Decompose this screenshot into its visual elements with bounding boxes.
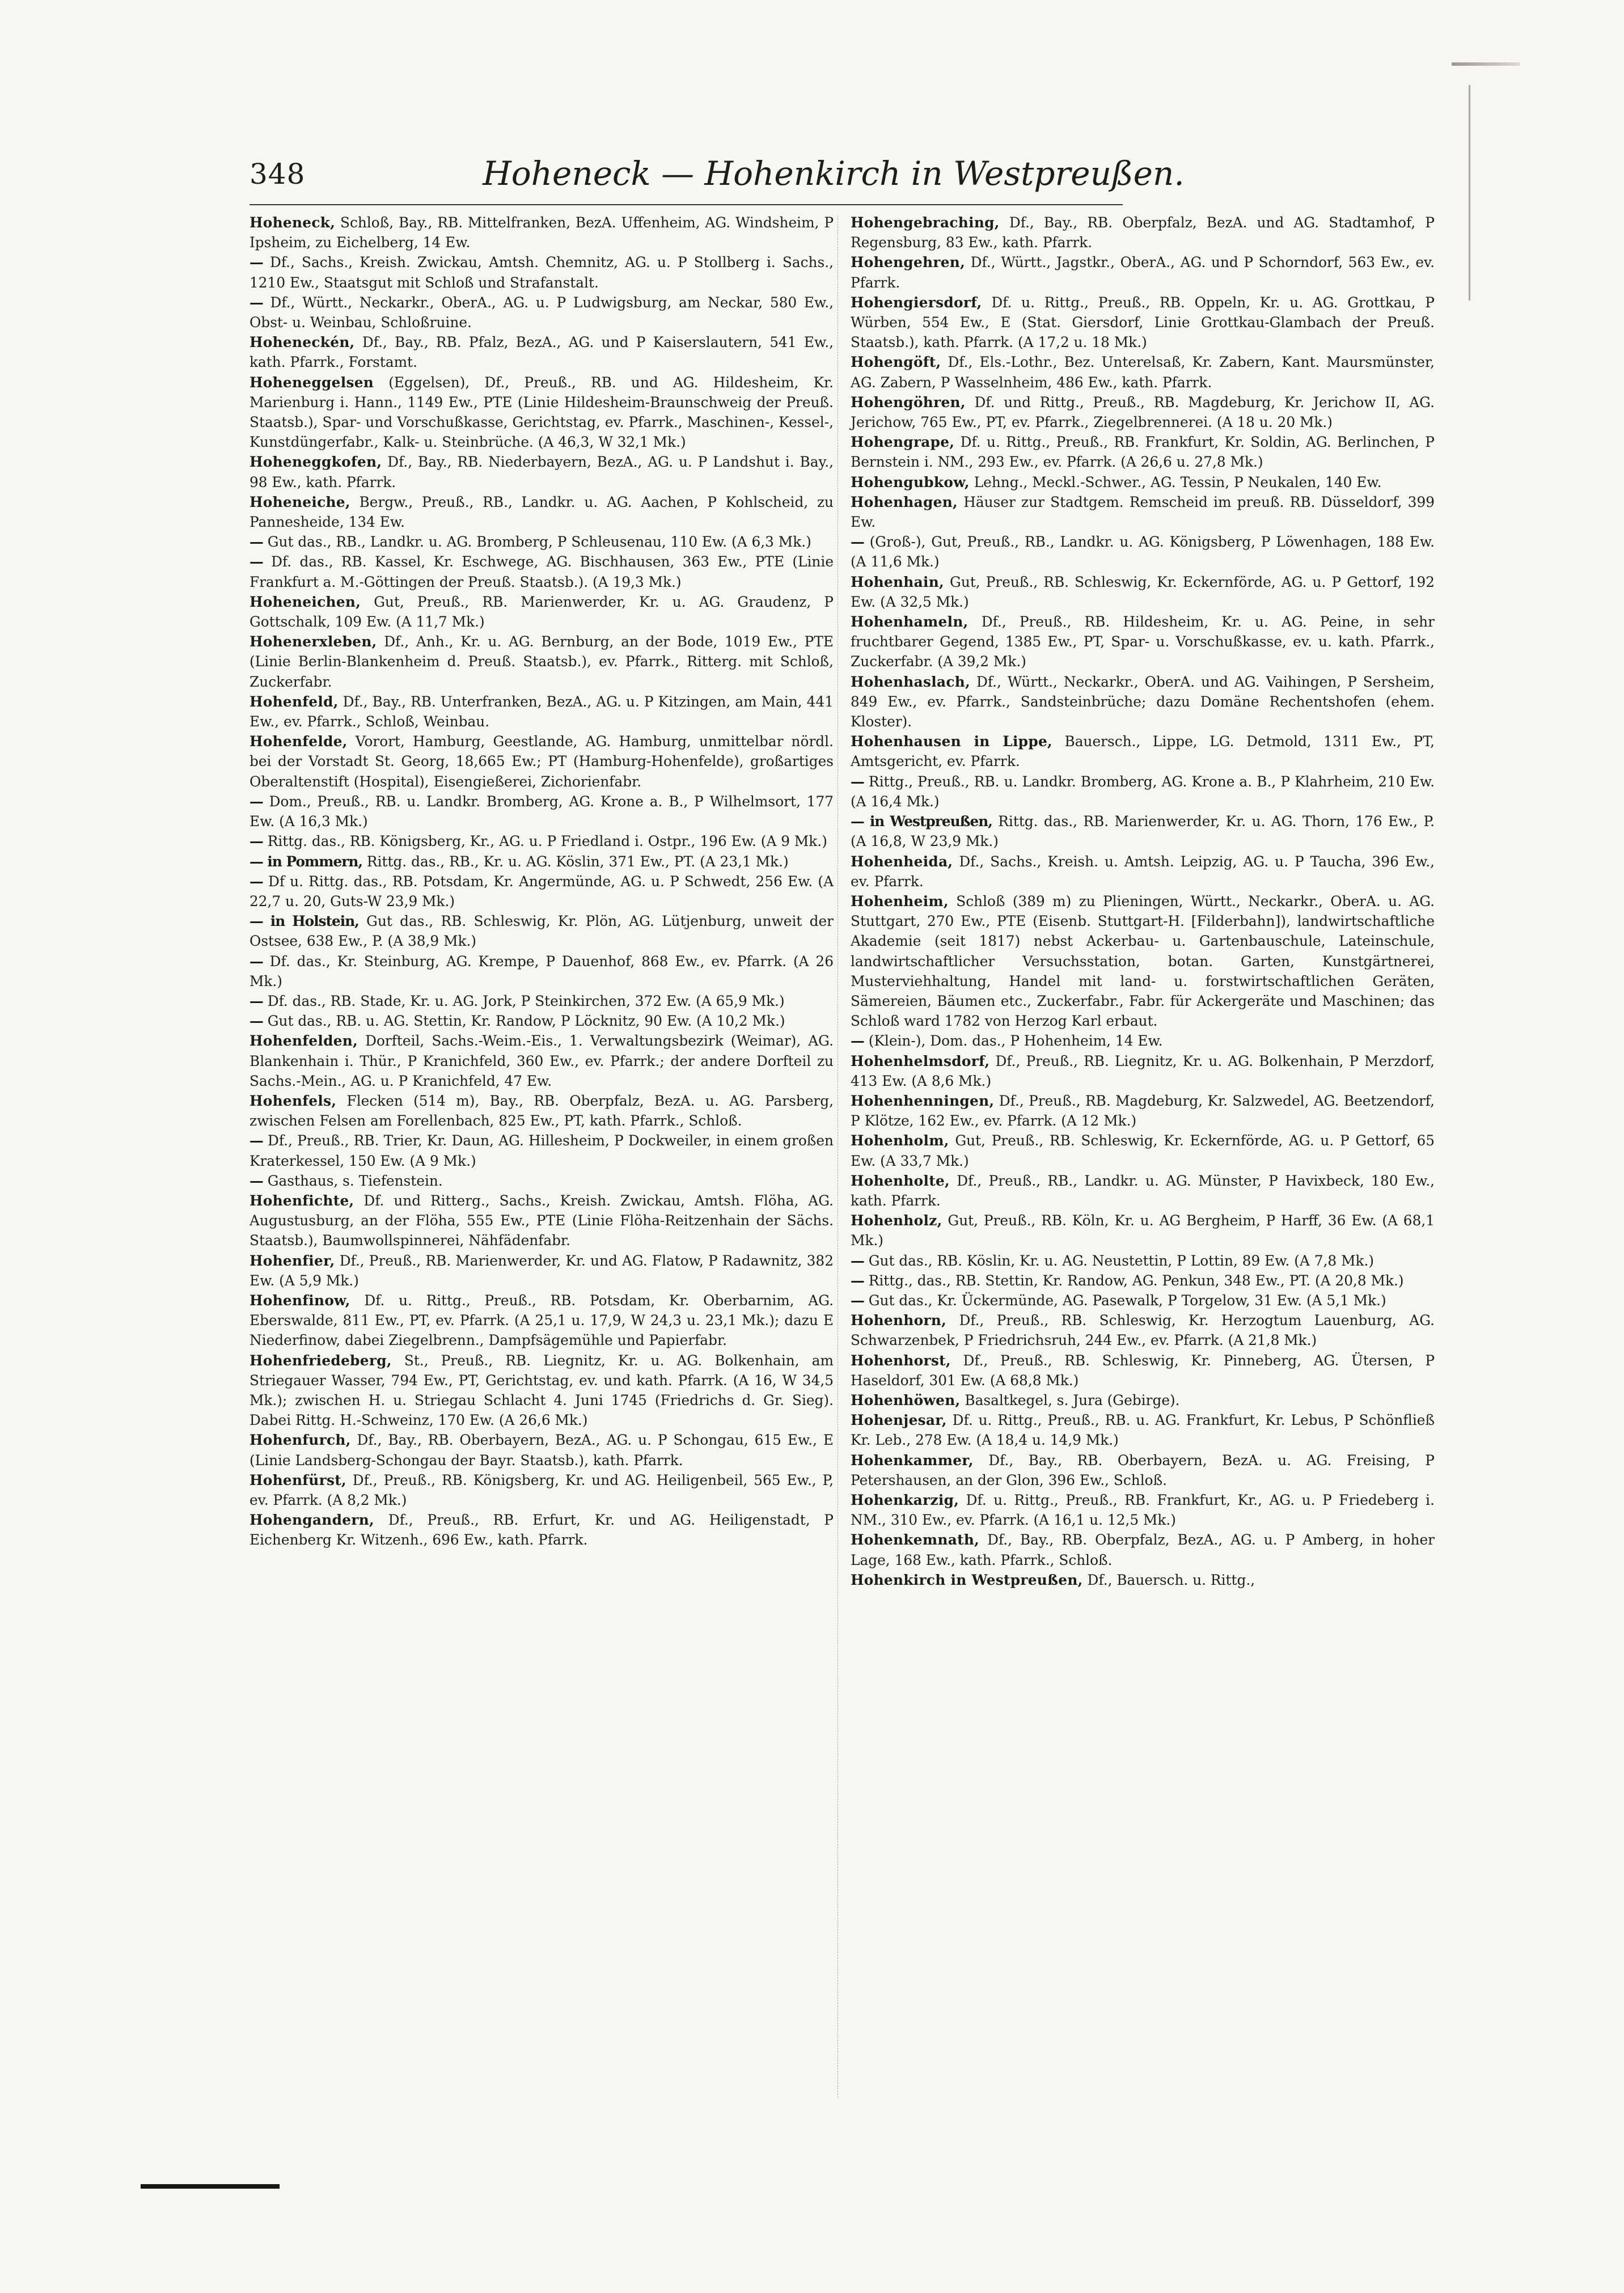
entry-headword: — [249, 1132, 263, 1149]
gazetteer-entry [851, 432, 1435, 472]
entry-headword: — [249, 254, 263, 271]
entry-text: Df., Preuß., RB. Trier, Kr. Daun, AG. Hillesheim, P Dockweiler, in einem großen Kraterkessel, 150 Ew. (A 9 Mk.) [249, 1132, 834, 1169]
entry-headword: — [851, 534, 864, 551]
entry-headword: Hoheneggelsen [249, 374, 374, 391]
gazetteer-entry [851, 1131, 1435, 1170]
gazetteer-entry [851, 1310, 1435, 1350]
gazetteer-entry [249, 1131, 834, 1170]
gazetteer-entry [249, 592, 834, 632]
entry-headword: Hohenfürst, [249, 1471, 346, 1488]
entry-headword: Hohenfeld, [249, 693, 339, 710]
entry-text: Gut das., RB. Köslin, Kr. u. AG. Neustettin, P Lottin, 89 Ew. (A 7,8 Mk.) [868, 1252, 1375, 1269]
gazetteer-entry [249, 1091, 834, 1131]
entry-headword: Hoheneckén, [249, 334, 355, 351]
gazetteer-entry [851, 891, 1435, 1031]
entry-text: Rittg., Preuß., RB. u. Landkr. Bromberg, AG. Krone a. B., P Klahrheim, 210 Ew. (A 16,4 Mk.) [851, 773, 1435, 810]
header-rule [249, 204, 1123, 205]
gazetteer-entry [249, 452, 834, 492]
entry-headword: Hohenkarzig, [851, 1492, 959, 1508]
gazetteer-entry [249, 1171, 834, 1191]
entry-headword: — [249, 294, 263, 311]
gazetteer-entry [851, 1490, 1435, 1530]
gazetteer-entry [851, 1410, 1435, 1450]
entry-text: Df., Bay., RB. Oberpfalz, BezA., AG. u. P Amberg, in hoher Lage, 168 Ew., kath. Pfarrk., Schloß. [851, 1532, 1435, 1568]
entry-text: Df., Preuß., RB. Marienwerder, Kr. und AG. Flatow, P Radawnitz, 382 Ew. (A 5,9 Mk.) [249, 1252, 834, 1289]
gazetteer-entry [851, 492, 1435, 532]
entry-text: Df. u. Rittg., Preuß., RB. Frankfurt, Kr., AG. u. P Friedeberg i. NM., 310 Ew., ev. Pfarrk. (A 16,1 u. 12,5 Mk.) [851, 1492, 1435, 1529]
entry-headword: Hohengandern, [249, 1512, 374, 1529]
entry-headword: Hoheneiche, [249, 493, 350, 510]
entry-headword: Hohenhaslach, [851, 673, 971, 690]
gazetteer-entry [249, 792, 834, 831]
entry-headword: — [249, 553, 263, 570]
entry-text: Df., Anh., Kr. u. AG. Bernburg, an der Bode, 1019 Ew., PTE (Linie Berlin-Blankenheim d. Preuß. Staatsb.), ev. Pfarrk., Ritterg. mit Schloß, Zuckerfabr. [249, 633, 834, 690]
entry-text: Gut, Preuß., RB. Schleswig, Kr. Eckernförde, AG. u. P Gettorf, 192 Ew. (A 32,5 Mk.) [851, 573, 1435, 610]
running-head: Hoheneck — Hohenkirch in Westpreußen. [483, 154, 1185, 193]
gazetteer-entry [851, 472, 1435, 492]
entry-text: Df. und Ritterg., Sachs., Kreish. Zwickau, Amtsh. Flöha, AG. Augustusburg, an der Flöha, 555 Ew., PTE (Linie Flöha-Reitzenhain der Sächs. Staatsb.), Baumwollspinnerei, Nähfädenfabr. [249, 1192, 834, 1249]
entry-text: Df., Preuß., RB. Schleswig, Kr. Herzogtum Lauenburg, AG. Schwarzenbek, P Friedrichsruh, 244 Ew., ev. Pfarrk. (A 21,8 Mk.) [851, 1312, 1435, 1349]
entry-headword: Hoheneichen, [249, 593, 361, 610]
entry-text: Bergw., Preuß., RB., Landkr. u. AG. Aachen, P Kohlscheid, zu Pannesheide, 134 Ew. [249, 493, 834, 531]
gazetteer-entry [851, 612, 1435, 672]
entry-headword: — [851, 1252, 864, 1269]
entry-headword: Hohenjesar, [851, 1412, 947, 1429]
entry-text: Schloß (389 m) zu Plieningen, Württ., Neckarkr., OberA. u. AG. Stuttgart, 270 Ew., PTE (Eisenb. Stuttgart-H. [Filderbahn]), landwirtschaftliche Akademie (seit 1817) nebst Ackerbau- u. Gartenbauschule, Lateinschule, landwirtschaftlicher Versuchsstation, botan. Garten, Kunstgärtnerei, Musterviehhaltung, Handel mit land- u. forstwirtschaftlichen Geräten, Sämereien, Bäumen etc., Zuckerfabr., Fabr. für Ackergeräte und Maschinen; das Schloß ward 1782 von Herzog Karl erbaut. [851, 892, 1435, 1030]
entry-headword: Hohenfels, [249, 1092, 337, 1109]
entry-text: Df. u. Rittg., Preuß., RB. u. AG. Frankfurt, Kr. Lebus, P Schönfließ Kr. Leb., 278 Ew. (A 18,4 u. 14,9 Mk.) [851, 1412, 1435, 1449]
entry-text: Df. u. Rittg., Preuß., RB. Frankfurt, Kr. Soldin, AG. Berlinchen, P Bernstein i. NM., 293 Ew., ev. Pfarrk. (A 26,6 u. 27,8 Mk.) [851, 434, 1435, 471]
gazetteer-entry [851, 1271, 1435, 1291]
gazetteer-entry [851, 1031, 1435, 1051]
entry-text: Df., Preuß., RB. Hildesheim, Kr. u. AG. Peine, in sehr fruchtbarer Gegend, 1385 Ew., PT, Spar- u. Vorschußkasse, ev. u. kath. Pfarrk., Zuckerfabr. (A 39,2 Mk.) [851, 614, 1435, 670]
entry-headword: Hohenerxleben, [249, 633, 377, 650]
gazetteer-entry [851, 811, 1435, 851]
gazetteer-entry [851, 213, 1435, 252]
entry-text: Gut das., RB. Schleswig, Kr. Plön, AG. Lütjenburg, unweit der Ostsee, 638 Ew., P. (A 38,9 Mk.) [249, 913, 834, 950]
entry-text: (Eggelsen), Df., Preuß., RB. und AG. Hildesheim, Kr. Marienburg i. Hann., 1149 Ew., PTE (Linie Hildesheim-Braunschweig der Preuß. Staatsb.), Spar- und Vorschußkasse, Gerichtstag, ev. Pfarrk., Maschinen-, Kessel-, Kunstdüngerfabr., Kalk- u. Steinbrüche. (A 46,3, W 32,1 Mk.) [249, 374, 834, 451]
entry-headword: Hohengehren, [851, 254, 966, 271]
gazetteer-entry [249, 293, 834, 332]
gazetteer-entry [851, 1091, 1435, 1131]
entry-headword: — [249, 793, 263, 810]
gazetteer-entry [851, 392, 1435, 432]
entry-headword: — [249, 873, 263, 890]
gazetteer-entry [851, 731, 1435, 771]
entry-headword: Hohenkammer, [851, 1452, 974, 1469]
entry-text: Df., Bay., RB. Oberpfalz, BezA. und AG. Stadtamhof, P Regensburg, 83 Ew., kath. Pfarrk. [851, 214, 1435, 251]
entry-text: Df., Bay., RB. Oberbayern, BezA., AG. u. P Schongau, 615 Ew., E (Linie Landsberg-Schongau der Bayr. Staatsb.), kath. Pfarrk. [249, 1432, 834, 1469]
entry-headword: — [851, 1033, 864, 1050]
page-number: 348 [249, 158, 306, 191]
gazetteer-entry [249, 492, 834, 532]
scan-mark-top [1452, 62, 1520, 66]
entry-text: Df., Württ., Jagstkr., OberA., AG. und P Schorndorf, 563 Ew., ev. Pfarrk. [851, 254, 1435, 291]
entry-text: Df., Preuß., RB., Landkr. u. AG. Münster, P Havixbeck, 180 Ew., kath. Pfarrk. [851, 1172, 1435, 1209]
gazetteer-entry [249, 373, 834, 452]
entry-text: Df., Württ., Neckarkr., OberA. und AG. Vaihingen, P Sersheim, 849 Ew., ev. Pfarrk., Sandsteinbrüche; dazu Domäne Rechentshofen (ehem. Kloster). [851, 673, 1435, 730]
gazetteer-entry [249, 731, 834, 792]
entry-text: Df. u. Rittg., Preuß., RB. Oppeln, Kr. u. AG. Grottkau, P Würben, 554 Ew., E (Stat. Giersdorf, Linie Grottkau-Glambach der Preuß. Staatsb.), kath. Pfarrk. (A 17,2 u. 18 Mk.) [851, 294, 1435, 351]
scan-stroke-right [1469, 85, 1470, 301]
entry-text: Dom., Preuß., RB. u. Landkr. Bromberg, AG. Krone a. B., P Wilhelmsort, 177 Ew. (A 16,3 Mk.) [249, 793, 834, 830]
gazetteer-entry [851, 1450, 1435, 1490]
gazetteer-entry [851, 852, 1435, 891]
entry-text: Df. u. Rittg., Preuß., RB. Potsdam, Kr. Oberbarnim, AG. Eberswalde, 811 Ew., PT, ev. Pfarrk. (A 25,1 u. 17,9, W 24,3 u. 23,1 Mk.); dazu E Niederfinow, dabei Ziegelbrenn., Dampfsägemühle und Papierfabr. [249, 1292, 834, 1349]
entry-headword: Hohenfinow, [249, 1292, 350, 1309]
entry-headword: — [249, 1013, 263, 1030]
entry-text: Df. das., RB. Stade, Kr. u. AG. Jork, P Steinkirchen, 372 Ew. (A 65,9 Mk.) [267, 992, 785, 1009]
entry-text: Df., Bay., RB. Unterfranken, BezA., AG. u. P Kitzingen, am Main, 441 Ew., ev. Pfarrk., Schloß, Weinbau. [249, 693, 834, 730]
scan-bar-bottom [141, 2184, 280, 2189]
entry-text: Df., Württ., Neckarkr., OberA., AG. u. P Ludwigsburg, am Neckar, 580 Ew., Obst- u. Weinbau, Schloßruine. [249, 294, 834, 331]
entry-headword: Hohenfichte, [249, 1192, 354, 1209]
gazetteer-entry [851, 1251, 1435, 1271]
entry-text: Vorort, Hamburg, Geestlande, AG. Hamburg, unmittelbar nördl. bei der Vorstadt St. Georg, 18,665 Ew.; PT (Hamburg-Hohenfelde), großartiges Oberaltenstift (Hospital), Eisengießerei, Zichorienfabr. [249, 733, 834, 790]
entry-headword: Hohenkirch in Westpreußen, [851, 1571, 1083, 1588]
right-column [851, 213, 1435, 1590]
entry-text: Df. das., Kr. Steinburg, AG. Krempe, P Dauenhof, 868 Ew., ev. Pfarrk. (A 26 Mk.) [249, 953, 834, 989]
gazetteer-entry [249, 692, 834, 731]
entry-headword: Hohenholm, [851, 1132, 949, 1149]
left-column [249, 213, 834, 1550]
entry-headword: Hohenhausen in Lippe, [851, 733, 1052, 750]
gazetteer-entry [249, 852, 834, 871]
entry-headword: — [249, 534, 263, 551]
gazetteer-entry [249, 552, 834, 591]
entry-headword: Hohengöhren, [851, 394, 966, 411]
entry-headword: — in Westpreußen, [851, 813, 992, 830]
entry-headword: Hohenheida, [851, 853, 953, 870]
gazetteer-entry [851, 1570, 1435, 1590]
entry-headword: Hohenholte, [851, 1172, 950, 1189]
gazetteer-entry [249, 332, 834, 372]
entry-text: Df., Sachs., Kreish. u. Amtsh. Leipzig, AG. u. P Taucha, 396 Ew., ev. Pfarrk. [851, 853, 1435, 890]
entry-headword: Hohengebraching, [851, 214, 1000, 231]
gazetteer-entry [249, 1191, 834, 1251]
entry-text: Df., Preuß., RB. Magdeburg, Kr. Salzwedel, AG. Beetzendorf, P Klötze, 162 Ew., ev. Pfarrk. (A 12 Mk.) [851, 1092, 1435, 1129]
gazetteer-entry [249, 1291, 834, 1351]
gazetteer-entry [851, 1530, 1435, 1569]
entry-headword: — [249, 1172, 263, 1189]
entry-text: Flecken (514 m), Bay., RB. Oberpfalz, BezA. u. AG. Parsberg, zwischen Felsen am Forellenbach, 825 Ew., PT, kath. Pfarrk., Schloß. [249, 1092, 834, 1129]
gazetteer-entry [851, 772, 1435, 811]
gazetteer-entry [851, 352, 1435, 392]
entry-text: Rittg., das., RB. Stettin, Kr. Randow, AG. Penkun, 348 Ew., PT. (A 20,8 Mk.) [868, 1272, 1404, 1289]
entry-headword: Hohenhagen, [851, 493, 958, 510]
gazetteer-entry [249, 252, 834, 292]
gazetteer-entry [249, 1430, 834, 1470]
gazetteer-entry [249, 991, 834, 1011]
entry-text: Bauersch., Lippe, LG. Detmold, 1311 Ew., PT, Amtsgericht, ev. Pfarrk. [851, 733, 1435, 770]
entry-headword: — [249, 953, 263, 970]
entry-headword: Hohenhorn, [851, 1312, 947, 1329]
entry-text: Häuser zur Stadtgem. Remscheid im preuß. RB. Düsseldorf, 399 Ew. [851, 493, 1435, 531]
entry-text: Rittg. das., RB., Kr. u. AG. Köslin, 371 Ew., PT. (A 23,1 Mk.) [366, 853, 789, 870]
entry-headword: Hohengrape, [851, 434, 955, 451]
entry-headword: Hohenkemnath, [851, 1532, 980, 1549]
entry-headword: Hohenfelden, [249, 1033, 358, 1050]
entry-text: Gasthaus, s. Tiefenstein. [267, 1172, 443, 1189]
entry-text: Gut, Preuß., RB. Marienwerder, Kr. u. AG. Graudenz, P Gottschalk, 109 Ew. (A 11,7 Mk.) [249, 593, 834, 631]
entry-headword: Hohenhenningen, [851, 1092, 995, 1109]
entry-headword: — in Pommern, [249, 853, 363, 870]
entry-headword: Hohengubkow, [851, 473, 970, 490]
gazetteer-entry [249, 831, 834, 851]
entry-headword: — [249, 992, 263, 1009]
entry-headword: Hohenhameln, [851, 614, 969, 631]
entry-headword: Hohenhelmsdorf, [851, 1052, 990, 1069]
entry-text: Df., Bay., RB. Pfalz, BezA., AG. und P Kaiserslautern, 541 Ew., kath. Pfarrk., Forstamt. [249, 334, 834, 371]
gazetteer-entry [851, 1211, 1435, 1250]
entry-headword: Hohengöft, [851, 354, 941, 371]
entry-text: Df. das., RB. Kassel, Kr. Eschwege, AG. Bischhausen, 363 Ew., PTE (Linie Frankfurt a. M.-Göttingen der Preuß. Staatsb.). (A 19,3 Mk.) [249, 553, 834, 590]
entry-text: Df., Bay., RB. Oberbayern, BezA. u. AG. Freising, P Petershausen, an der Glon, 396 Ew., Schloß. [851, 1452, 1435, 1488]
entry-text: Rittg. das., RB. Königsberg, Kr., AG. u. P Friedland i. Ostpr., 196 Ew. (A 9 Mk.) [267, 833, 827, 850]
gazetteer-entry [249, 1351, 834, 1431]
gazetteer-entry [249, 1011, 834, 1031]
entry-text: St., Preuß., RB. Liegnitz, Kr. u. AG. Bolkenhain, am Striegauer Wasser, 794 Ew., PT, Gerichtstag, ev. und kath. Pfarrk. (A 16, W 34,5 Mk.); zwischen H. u. Striegau Schlacht 4. Juni 1745 (Friedrichs d. Gr. Sieg). Dabei Rittg. H.-Schweinz, 170 Ew. (A 26,6 Mk.) [249, 1352, 834, 1429]
entry-headword: Hoheneck, [249, 214, 336, 231]
gazetteer-entry [851, 572, 1435, 612]
entry-text: Df., Sachs., Kreish. Zwickau, Amtsh. Chemnitz, AG. u. P Stollberg i. Sachs., 1210 Ew., Staatsgut mit Schloß und Strafanstalt. [249, 254, 834, 291]
entry-text: Gut, Preuß., RB. Schleswig, Kr. Eckernförde, AG. u. P Gettorf, 65 Ew. (A 33,7 Mk.) [851, 1132, 1435, 1169]
gazetteer-entry [851, 1291, 1435, 1310]
gazetteer-entry [249, 213, 834, 252]
gazetteer-entry [851, 1171, 1435, 1211]
entry-headword: Hohenhain, [851, 573, 944, 590]
entry-text: Gut das., Kr. Ückermünde, AG. Pasewalk, P Torgelow, 31 Ew. (A 5,1 Mk.) [868, 1292, 1386, 1309]
entry-text: Df., Bay., RB. Niederbayern, BezA., AG. u. P Landshut i. Bay., 98 Ew., kath. Pfarrk. [249, 454, 834, 490]
entry-text: Df., Preuß., RB. Schleswig, Kr. Pinneberg, AG. Ütersen, P Haseldorf, 301 Ew. (A 68,8 Mk.) [851, 1352, 1435, 1389]
entry-headword: Hohenfurch, [249, 1432, 351, 1449]
entry-headword: Hohenfier, [249, 1252, 335, 1269]
entry-text: Gut das., RB., Landkr. u. AG. Bromberg, P Schleusenau, 110 Ew. (A 6,3 Mk.) [267, 534, 811, 551]
entry-text: Gut, Preuß., RB. Köln, Kr. u. AG Bergheim, P Harff, 36 Ew. (A 68,1 Mk.) [851, 1212, 1435, 1249]
entry-headword: Hohenhorst, [851, 1352, 951, 1369]
entry-text: Df., Preuß., RB. Königsberg, Kr. und AG. Heiligenbeil, 565 Ew., P, ev. Pfarrk. (A 8,2 Mk.) [249, 1471, 834, 1508]
entry-headword: Hohenholz, [851, 1212, 942, 1229]
entry-headword: — [249, 833, 263, 850]
entry-headword: Hohenfriedeberg, [249, 1352, 392, 1369]
entry-text: Df., Preuß., RB. Erfurt, Kr. und AG. Heiligenstadt, P Eichenberg Kr. Witzenh., 696 Ew., kath. Pfarrk. [249, 1512, 834, 1549]
gazetteer-entry [851, 672, 1435, 732]
gazetteer-entry [249, 1031, 834, 1091]
gazetteer-entry [249, 951, 834, 991]
gazetteer-entry [249, 871, 834, 911]
entry-text: Rittg. das., RB. Marienwerder, Kr. u. AG. Thorn, 176 Ew., P. (A 16,8, W 23,9 Mk.) [851, 813, 1435, 850]
entry-text: Df u. Rittg. das., RB. Potsdam, Kr. Angermünde, AG. u. P Schwedt, 256 Ew. (A 22,7 u. 20, Guts-W 23,9 Mk.) [249, 873, 834, 909]
entry-text: Df., Bauersch. u. Rittg., [1087, 1571, 1255, 1588]
entry-headword: — [851, 773, 864, 790]
entry-headword: — [851, 1292, 864, 1309]
gazetteer-entry [851, 1051, 1435, 1091]
entry-text: Df., Preuß., RB. Liegnitz, Kr. u. AG. Bolkenhain, P Merzdorf, 413 Ew. (A 8,6 Mk.) [851, 1052, 1435, 1089]
gazetteer-entry [851, 252, 1435, 292]
gazetteer-entry [249, 632, 834, 692]
entry-headword: Hohengiersdorf, [851, 294, 982, 311]
gazetteer-entry [851, 1351, 1435, 1390]
entry-headword: Hohenheim, [851, 892, 949, 909]
entry-text: Schloß, Bay., RB. Mittelfranken, BezA. Uffenheim, AG. Windsheim, P Ipsheim, zu Eichelberg, 14 Ew. [249, 214, 834, 251]
gazetteer-entry [249, 1510, 834, 1550]
entry-text: Lehng., Meckl.-Schwer., AG. Tessin, P Neukalen, 140 Ew. [974, 473, 1382, 490]
entry-headword: Hoheneggkofen, [249, 454, 382, 471]
entry-headword: Hohenfelde, [249, 733, 348, 750]
entry-text: Df., Els.-Lothr., Bez. Unterelsaß, Kr. Zabern, Kant. Maursmünster, AG. Zabern, P Wasselnheim, 486 Ew., kath. Pfarrk. [851, 354, 1435, 391]
entry-text: Basaltkegel, s. Jura (Gebirge). [965, 1391, 1180, 1408]
gazetteer-entry [249, 1251, 834, 1291]
gazetteer-entry [851, 1390, 1435, 1410]
entry-headword: Hohenhöwen, [851, 1391, 961, 1408]
entry-text: Df. und Rittg., Preuß., RB. Magdeburg, Kr. Jerichow II, AG. Jerichow, 765 Ew., PT, ev. Pfarrk., Ziegelbrennerei. (A 18 u. 20 Mk.) [851, 394, 1435, 431]
entry-text: Dorfteil, Sachs.-Weim.-Eis., 1. Verwaltungsbezirk (Weimar), AG. Blankenhain i. Thür., P Kranichfeld, 360 Ew., ev. Pfarrk.; der andere Dorfteil zu Sachs.-Mein., AG. u. P Kranichfeld, 47 Ew. [249, 1033, 834, 1089]
entry-headword: — in Holstein, [249, 913, 359, 930]
gazetteer-entry [851, 293, 1435, 353]
entry-headword: — [851, 1272, 864, 1289]
gazetteer-entry [851, 532, 1435, 572]
gazetteer-entry [249, 532, 834, 552]
gazetteer-entry [249, 1470, 834, 1510]
entry-text: (Groß-), Gut, Preuß., RB., Landkr. u. AG. Königsberg, P Löwenhagen, 188 Ew. (A 11,6 Mk.) [851, 534, 1435, 570]
entry-text: Gut das., RB. u. AG. Stettin, Kr. Randow, P Löcknitz, 90 Ew. (A 10,2 Mk.) [267, 1013, 785, 1030]
entry-text: (Klein-), Dom. das., P Hohenheim, 14 Ew. [868, 1033, 1163, 1050]
gazetteer-entry [249, 911, 834, 951]
